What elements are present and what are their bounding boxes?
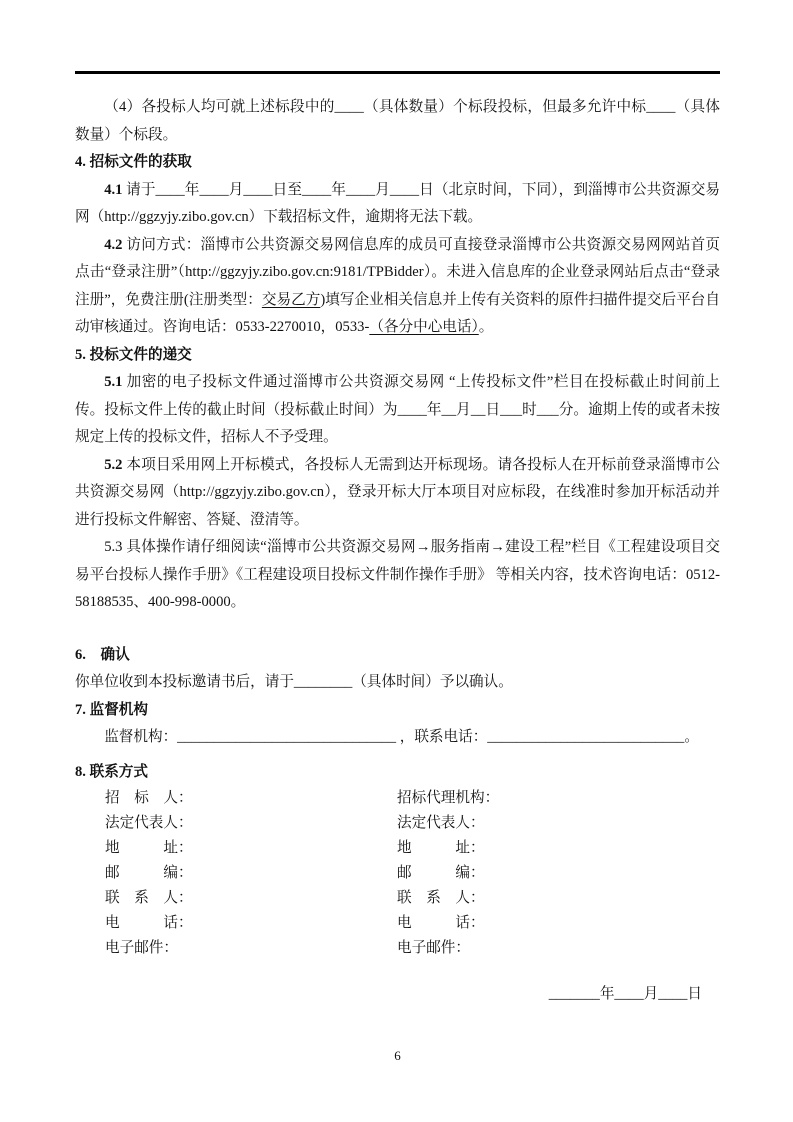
contact-row xyxy=(75,936,720,961)
contact-person-label-right: 联 系 人： xyxy=(397,890,485,906)
underlined-registration-type: 交易乙方 xyxy=(261,291,321,308)
clause-text-5-2: 本项目采用网上开标模式，各投标人无需到达开标现场。请各投标人在开标前登录淄博市公共资源交易网（http://ggzyjy.zibo.gov.cn），登录开标大厅本项目对应标段，在线准时参加开标活动并进行投标文件解密、答疑、澄清等。 xyxy=(75,456,720,528)
section-heading-7: 7. 监督机构 xyxy=(75,701,148,718)
agency-label: 招标代理机构： xyxy=(397,790,500,806)
clause-number-5-2: 5.2 xyxy=(104,456,123,473)
supervision-phone-label: ，联系电话： xyxy=(396,729,488,745)
supervision-label: 监督机构： xyxy=(104,729,178,745)
section-heading-8: 8. 联系方式 xyxy=(75,763,148,780)
clause-text-4-1: 请于____年____月____日至____年____月____日（北京时间，下同），到淄博市公共资源交易网（http://ggzyjy.zibo.gov.cn）下载招标文件，逾期将无法下载。 xyxy=(75,181,720,225)
postcode-label-left: 邮 编： xyxy=(105,865,193,881)
address-label-left: 地 址： xyxy=(105,840,193,856)
clause-text-4-2-part1: 访问方式：淄博市公共资源交易网信息库的成员可直接登录淄博市公共资源交易网网站首页点击“登录注册”（http://ggzyjy.zibo.gov.cn:9181/TPBidder）。未进入信息库的企业登录网站后点击“登录注册”，免费注册(注册类型： xyxy=(75,236,720,308)
postcode-label-right: 邮 编： xyxy=(397,865,485,881)
paragraph-4-2 xyxy=(75,232,720,342)
email-label-left: 电子邮件： xyxy=(105,940,178,956)
email-label-right: 电子邮件： xyxy=(397,940,470,956)
clause-text-4-2-part3: 。 xyxy=(478,319,494,335)
legal-rep-label-right: 法定代表人： xyxy=(397,815,485,831)
clause-number-4-1: 4.1 xyxy=(104,181,123,198)
phone-label-right: 电 话： xyxy=(397,915,485,931)
contact-row xyxy=(75,861,720,886)
supervision-period: 。 xyxy=(684,729,699,745)
contact-person-label-left: 联 系 人： xyxy=(105,890,193,906)
clause-number-4-2: 4.2 xyxy=(104,236,123,253)
paragraph-confirmation: 你单位收到本投标邀请书后，请于________（具体时间）予以确认。 xyxy=(75,674,513,690)
tenderer-label: 招 标 人： xyxy=(105,790,193,806)
paragraph-lot-allocation: （4）各投标人均可就上述标段中的____（具体数量）个标段投标，但最多允许中标____（具体数量）个标段。 xyxy=(75,99,720,143)
contact-row xyxy=(75,811,720,836)
address-label-right: 地 址： xyxy=(397,840,485,856)
paragraph-supervision xyxy=(75,724,720,752)
page-number: 6 xyxy=(394,1047,401,1063)
legal-rep-label-left: 法定代表人： xyxy=(105,815,193,831)
contact-row xyxy=(75,836,720,861)
contact-table xyxy=(75,786,720,961)
paragraph-5-3: 5.3 具体操作请仔细阅读“淄博市公共资源交易网→服务指南→建设工程”栏目《工程建设项目交易平台投标人操作手册》《工程建设项目投标文件制作操作手册》 等相关内容，技术咨询电话：0512-58188535、400-998-0000。 xyxy=(75,539,720,610)
contact-row xyxy=(75,911,720,936)
paragraph-5-2 xyxy=(75,452,720,535)
paragraph-5-1 xyxy=(75,369,720,452)
contact-row xyxy=(75,786,720,811)
underlined-branch-phone: （各分中心电话） xyxy=(369,319,479,335)
section-heading-5: 5. 投标文件的递交 xyxy=(75,346,192,363)
clause-text-4-2-part2: )填写企业相关信息并上传有关资料的原件扫描件提交后平台自动审核通过。咨询电话：0533-2270010，0533- xyxy=(75,291,720,335)
section-heading-4: 4. 招标文件的获取 xyxy=(75,154,192,170)
header-rule xyxy=(75,71,720,74)
clause-text-5-1: 加密的电子投标文件通过淄博市公共资源交易网 “上传投标文件”栏目在投标截止时间前上传。投标文件上传的截止时间（投标截止时间）为____年__月__日___时___分。逾期上传的或者未按规定上传的投标文件，招标人不予受理。 xyxy=(75,374,720,445)
phone-label-left: 电 话： xyxy=(105,915,193,931)
section-heading-6: 6. 确认 xyxy=(75,646,130,663)
clause-number-5-1: 5.1 xyxy=(104,374,123,390)
paragraph-4-1 xyxy=(75,177,720,232)
document-body xyxy=(0,94,793,1069)
supervision-blank: ______________________________ xyxy=(177,729,397,745)
supervision-phone-blank: ___________________________ xyxy=(487,729,685,745)
contact-row xyxy=(75,886,720,911)
date-line: _______年____月____日 xyxy=(548,986,702,1002)
